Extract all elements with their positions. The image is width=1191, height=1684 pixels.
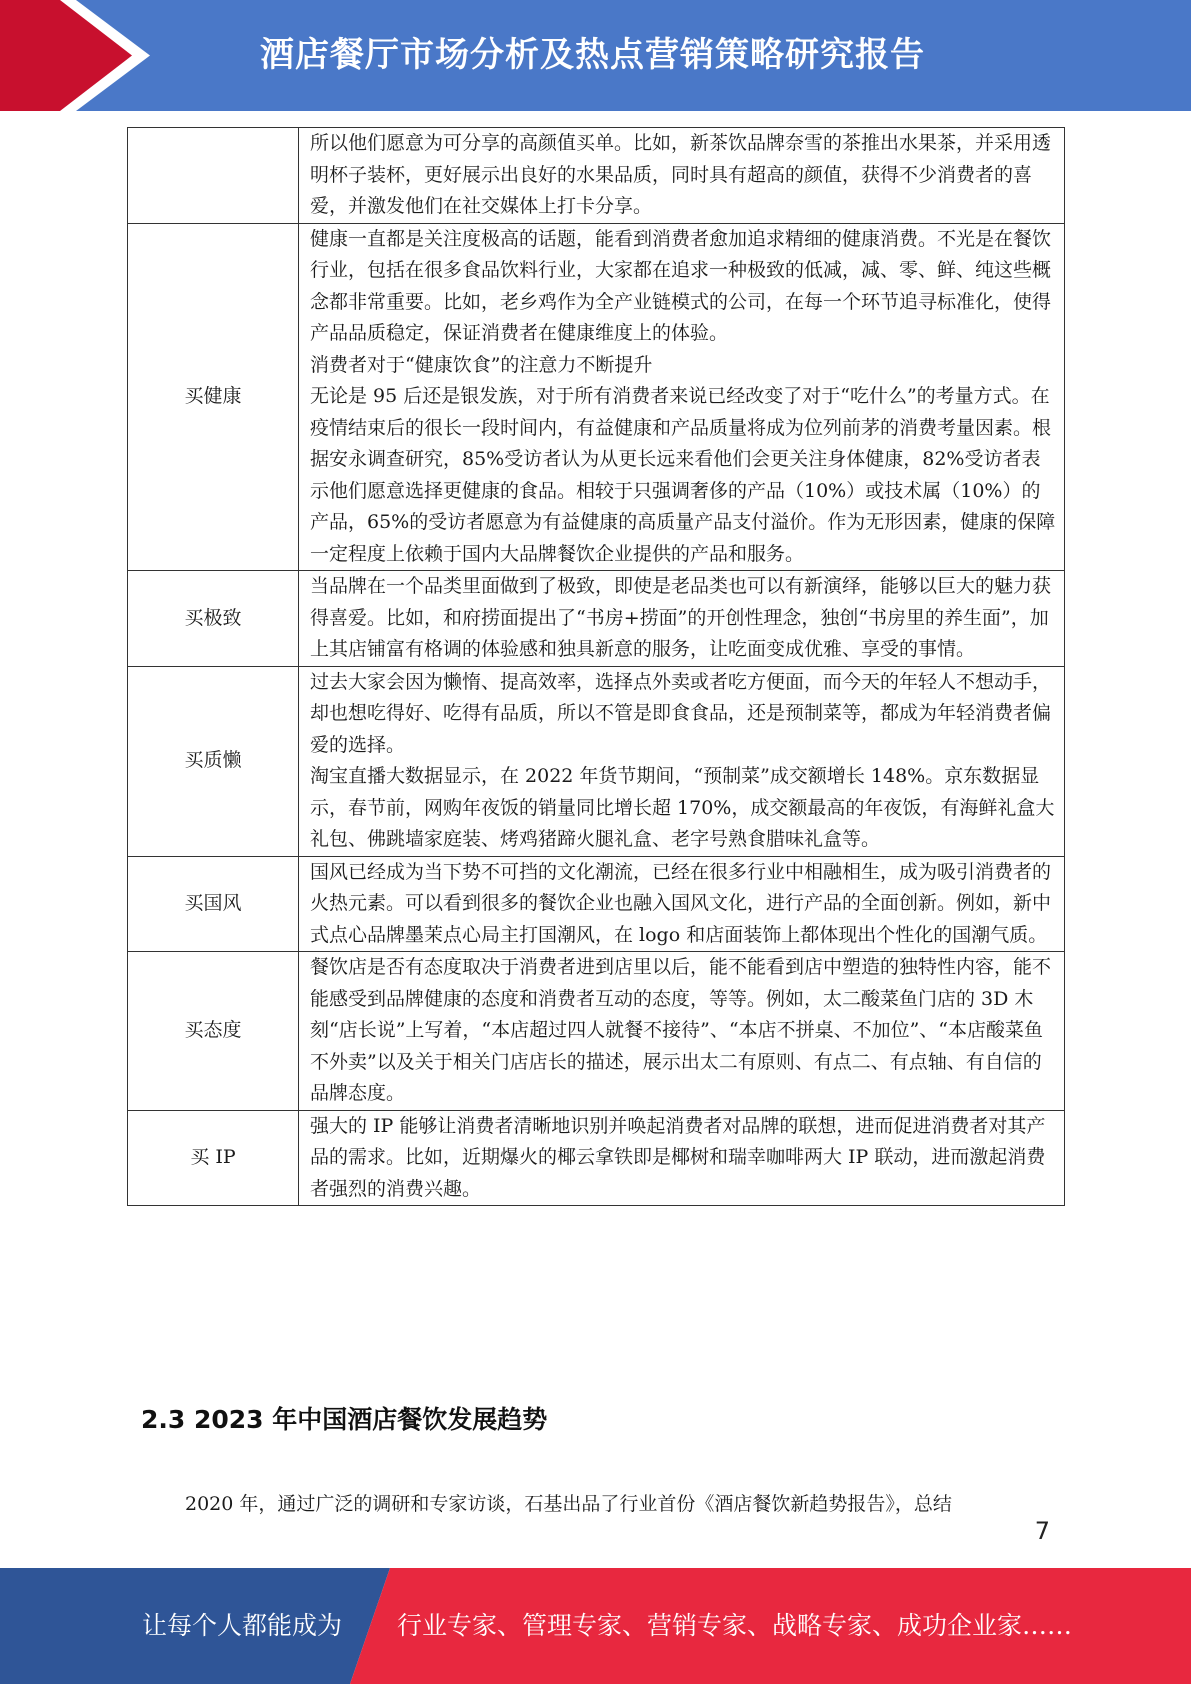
table-row [128,856,1065,952]
trends-table [127,127,1065,1206]
page-footer [0,1568,1191,1684]
row-label: 买极致 [128,571,299,667]
page-number: 7 [1034,1517,1050,1545]
row-label: 买国风 [128,856,299,952]
row-paragraph: 过去大家会因为懒惰、提高效率，选择点外卖或者吃方便面，而今天的年轻人不想动手，却也想吃得好、吃得有品质，所以不管是即食食品，还是预制菜等，都成为年轻消费者偏爱的选择。 [310,670,1052,756]
row-content [299,571,1065,667]
row-paragraph: 餐饮店是否有态度取决于消费者进到店里以后，能不能看到店中塑造的独特性内容，能不能感受到品牌健康的态度和消费者互动的态度，等等。例如，太二酸菜鱼门店的 3D 木刻“店长说”上写着，“本店超过四人就餐不接待”、“本店不拼桌、不加位”、“本店酸菜鱼不外卖”以及关于相关门店店长的描述，展示出太二有原则、有点二、有点轴、有自信的品牌态度。 [310,956,1052,1104]
table-row [128,952,1065,1111]
page-header [0,0,1191,111]
section-heading: 2.3 2023 年中国酒店餐饮发展趋势 [141,1405,548,1434]
row-paragraph: 无论是 95 后还是银发族，对于所有消费者来说已经改变了对于“吃什么”的考量方式。在疫情结束后的很长一段时间内，有益健康和产品质量将成为位列前茅的消费考量因素。根据安永调查研究，85%受访者认为从更长远来看他们会更关注身体健康，82%受访者表示他们愿意选择更健康的食品。相较于只强调奢侈的产品（10%）或技术属（10%）的产品，65%的受访者愿意为有益健康的高质量产品支付溢价。作为无形因素，健康的保障一定程度上依赖于国内大品牌餐饮企业提供的产品和服务。 [310,385,1056,565]
row-label: 买态度 [128,952,299,1111]
footer-slogan-right: 行业专家、管理专家、营销专家、战略专家、成功企业家…… [397,1611,1073,1640]
row-paragraph: 国风已经成为当下势不可挡的文化潮流，已经在很多行业中相融相生，成为吸引消费者的火热元素。可以看到很多的餐饮企业也融入国风文化，进行产品的全面创新。例如，新中式点心品牌墨茉点心局主打国潮风，在 logo 和店面装饰上都体现出个性化的国潮气质。 [310,860,1052,946]
row-label: 买质懒 [128,666,299,856]
row-paragraph: 消费者对于“健康饮食”的注意力不断提升 [310,353,653,376]
table-row [128,223,1065,571]
row-label: 买健康 [128,223,299,571]
table-row [128,571,1065,667]
row-content [299,223,1065,571]
table-row [128,1110,1065,1206]
row-label: 买 IP [128,1110,299,1206]
row-paragraph: 当品牌在一个品类里面做到了极致，即使是老品类也可以有新演绎，能够以巨大的魅力获得喜爱。比如，和府捞面提出了“书房+捞面”的开创性理念，独创“书房里的养生面”，加上其店铺富有格调的体验感和独具新意的服务，让吃面变成优雅、享受的事情。 [310,575,1052,660]
row-paragraph: 所以他们愿意为可分享的高颜值买单。比如，新茶饮品牌奈雪的茶推出水果茶，并采用透明杯子装杯，更好展示出良好的水果品质，同时具有超高的颜值，获得不少消费者的喜爱，并激发他们在社交媒体上打卡分享。 [310,132,1052,217]
row-content [299,856,1065,952]
document-title: 酒店餐厅市场分析及热点营销策略研究报告 [260,35,925,75]
row-content [299,952,1065,1111]
row-content [299,666,1065,856]
row-paragraph: 强大的 IP 能够让消费者清晰地识别并唤起消费者对品牌的联想，进而促进消费者对其产品的需求。比如，近期爆火的椰云拿铁即是椰树和瑞幸咖啡两大 IP 联动，进而激起消费者强烈的消费兴趣。 [310,1114,1046,1200]
footer-slogan-left: 让每个人都能成为 [142,1611,343,1640]
body-paragraph: 2020 年，通过广泛的调研和专家访谈，石基出品了行业首份《酒店餐饮新趋势报告》，总结 [185,1493,952,1515]
header-chevron-decoration [0,0,160,111]
row-paragraph: 淘宝直播大数据显示，在 2022 年货节期间，“预制菜”成交额增长 148%。京东数据显示，春节前，网购年夜饭的销量同比增长超 170%，成交额最高的年夜饭，有海鲜礼盒大礼包、佛跳墙家庭装、烤鸡猪蹄火腿礼盒、老字号熟食腊味礼盒等。 [310,765,1055,850]
table-row [128,128,1065,224]
row-label [128,128,299,224]
row-content [299,1110,1065,1206]
row-paragraph: 健康一直都是关注度极高的话题，能看到消费者愈加追求精细的健康消费。不光是在餐饮行业，包括在很多食品饮料行业，大家都在追求一种极致的低减，减、零、鲜、纯这些概念都非常重要。比如，老乡鸡作为全产业链模式的公司，在每一个环节追寻标准化，使得产品品质稳定，保证消费者在健康维度上的体验。 [310,227,1052,344]
row-content [299,128,1065,224]
table-row [128,666,1065,856]
